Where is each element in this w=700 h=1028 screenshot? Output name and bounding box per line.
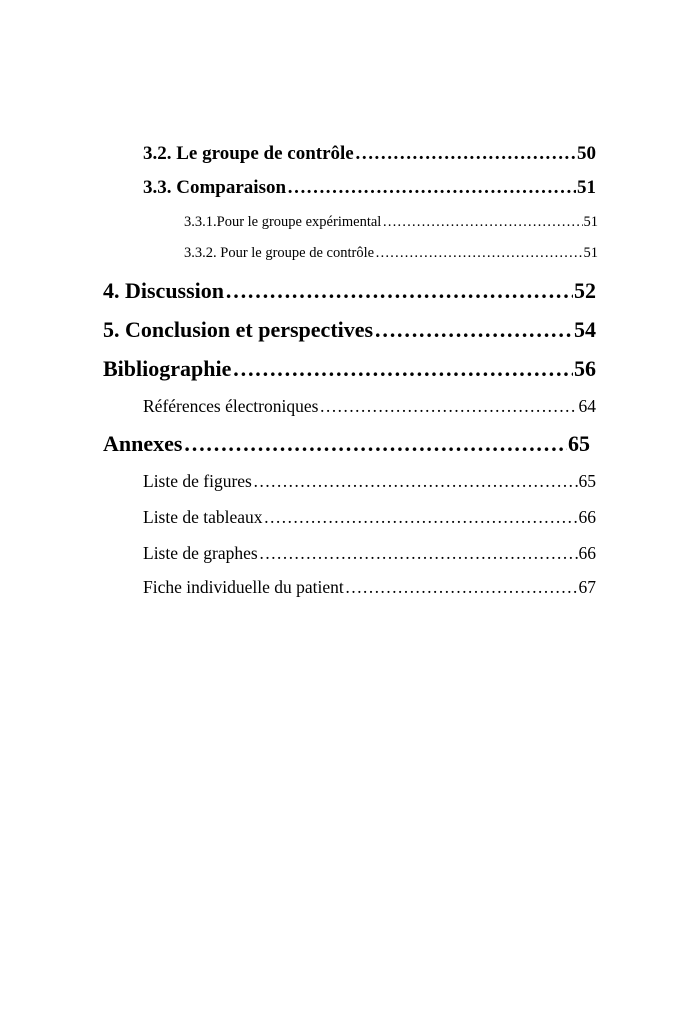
- toc-label: Bibliographie: [103, 356, 232, 381]
- toc-page: 52: [574, 278, 596, 303]
- toc-label: 4. Discussion: [103, 278, 225, 303]
- dot-leader: [183, 431, 567, 457]
- toc-page: 64: [578, 396, 596, 416]
- toc-label: 3.3.1.Pour le groupe expérimental: [184, 214, 382, 230]
- toc-entry: [184, 214, 598, 231]
- dot-leader: [225, 278, 573, 304]
- toc-entry: [103, 278, 596, 304]
- dot-leader: [355, 143, 576, 165]
- dot-leader: [287, 177, 576, 199]
- dot-leader: [232, 356, 573, 382]
- toc-entry: [103, 356, 596, 382]
- toc-label: 3.2. Le groupe de contrôle: [143, 143, 354, 164]
- dot-leader: [382, 214, 582, 231]
- toc-page: 51: [583, 245, 598, 261]
- toc-page: 56: [574, 356, 596, 381]
- toc-page: 66: [578, 543, 596, 563]
- toc-page: 51: [583, 214, 598, 230]
- toc-entry: [103, 317, 596, 343]
- toc-label: 3.3.2. Pour le groupe de contrôle: [184, 245, 375, 261]
- toc-entry: [103, 431, 590, 457]
- toc-page: 66: [578, 507, 596, 527]
- toc-page: 65: [578, 471, 596, 491]
- toc-label: Fiche individuelle du patient: [143, 577, 344, 597]
- toc-entry: [143, 507, 596, 528]
- dot-leader: [375, 245, 582, 262]
- dot-leader: [345, 577, 578, 598]
- dot-leader: [319, 396, 577, 417]
- toc-label: Annexes: [103, 431, 183, 456]
- toc-entry: [143, 143, 596, 165]
- toc-label: Références électroniques: [143, 396, 319, 416]
- toc-label: 3.3. Comparaison: [143, 177, 287, 198]
- toc-entry: [143, 177, 596, 199]
- toc-label: Liste de graphes: [143, 543, 258, 563]
- toc-label: Liste de tableaux: [143, 507, 263, 527]
- toc-label: Liste de figures: [143, 471, 252, 491]
- toc-page: 67: [578, 577, 596, 597]
- toc-entry: [143, 396, 596, 417]
- toc-page: 54: [574, 317, 596, 342]
- toc-entry: [143, 577, 596, 598]
- dot-leader: [253, 471, 578, 492]
- dot-leader: [259, 543, 578, 564]
- toc-entry: [143, 471, 596, 492]
- dot-leader: [374, 317, 573, 343]
- toc-page: 50: [577, 143, 596, 164]
- toc-page: 51: [577, 177, 596, 198]
- toc-entry: [143, 543, 596, 564]
- toc-label: 5. Conclusion et perspectives: [103, 317, 374, 342]
- toc-page: 65: [568, 431, 590, 456]
- dot-leader: [264, 507, 578, 528]
- toc-entry: [184, 245, 598, 262]
